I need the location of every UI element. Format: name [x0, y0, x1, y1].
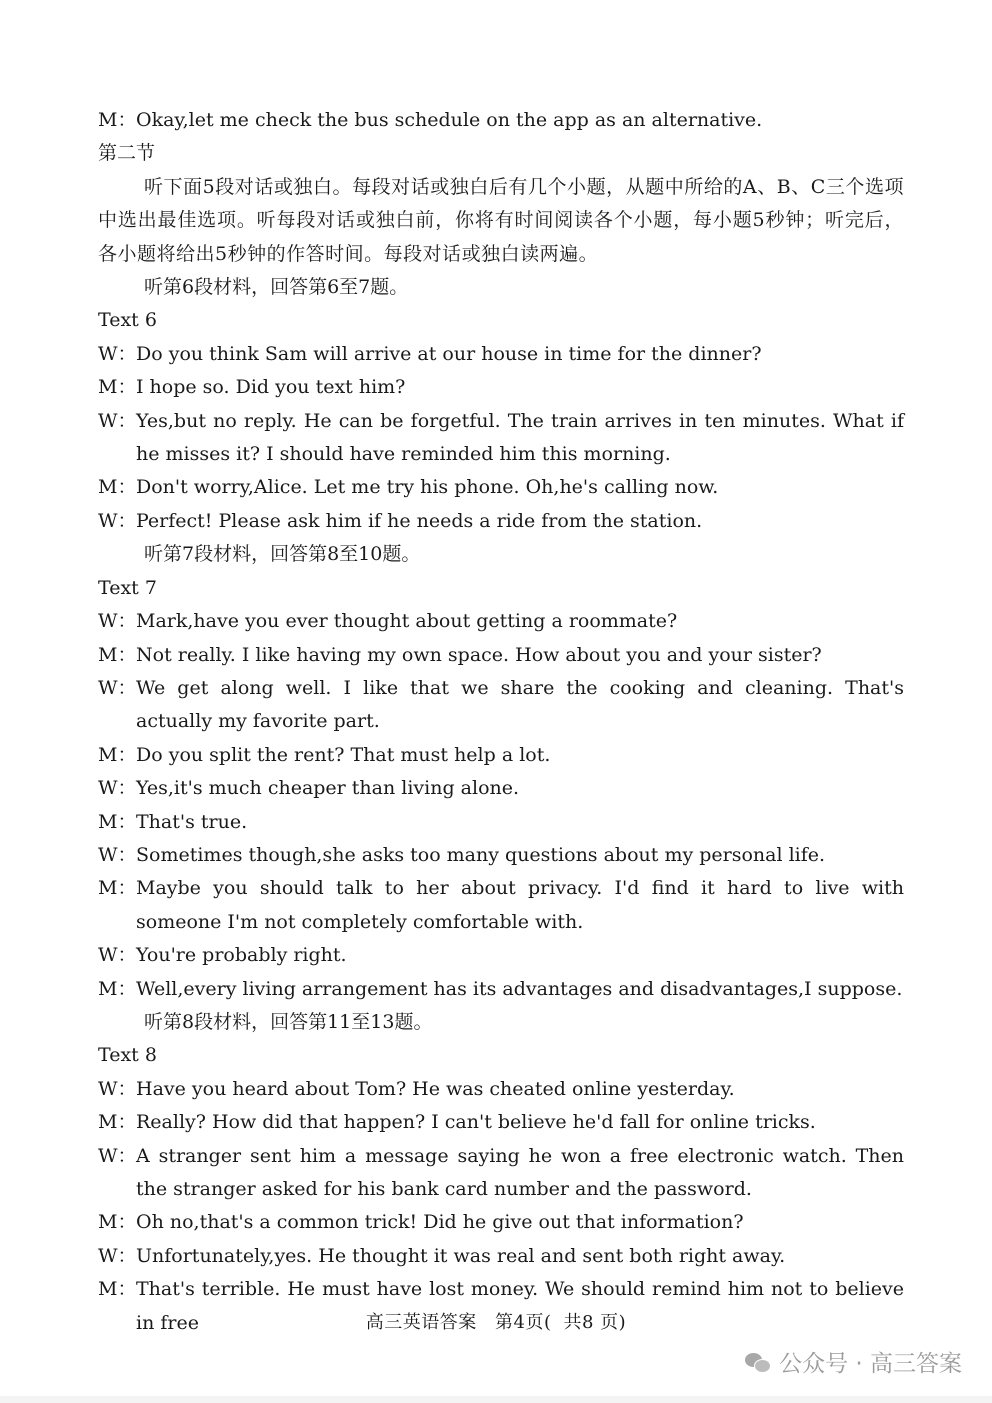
dialogue-line — [98, 672, 904, 739]
utterance: Sometimes though,she asks too many questions about my personal life. — [136, 843, 826, 866]
speaker-label: W： — [98, 1144, 137, 1167]
utterance: Mark,have you ever thought about getting a roommate? — [136, 610, 678, 633]
dialogue-line — [98, 605, 904, 638]
text7-title: Text 7 — [98, 576, 157, 599]
utterance: Yes,but no reply. He can be forgetful. The train arrives in ten minutes. What if he misses it? I should have reminded him this morning. — [136, 409, 904, 466]
dialogue-line — [98, 1106, 904, 1139]
watermark-text: 公众号 · 高三答案 — [779, 1351, 962, 1377]
utterance: You're probably right. — [136, 944, 347, 967]
dialogue-line — [98, 1073, 904, 1106]
speaker-label: M： — [98, 476, 137, 499]
speaker-label: W： — [98, 843, 137, 866]
speaker-label: W： — [98, 610, 137, 633]
dialogue-line — [98, 806, 904, 839]
bottom-edge — [0, 1396, 992, 1403]
utterance: That's terrible. He must have lost money. We should remind him not to believe in free — [136, 1278, 904, 1334]
speaker-label: M： — [98, 743, 137, 766]
utterance: Perfect! Please ask him if he needs a ride from the station. — [136, 509, 703, 532]
speaker-label: M： — [98, 810, 137, 833]
utterance: Maybe you should talk to her about privacy. I'd find it hard to live with someone I'm not completely comfortable with. — [136, 877, 904, 933]
utterance: Do you think Sam will arrive at our house in time for the dinner? — [136, 342, 762, 365]
dialogue-line — [98, 1206, 904, 1239]
dialogue-line — [98, 371, 904, 404]
dialogue-line — [98, 338, 904, 371]
utterance: Not really. I like having my own space. How about you and your sister? — [136, 643, 822, 666]
footer-title: 高三英语答案 — [365, 1312, 477, 1333]
utterance: Okay,let me check the bus schedule on the app as an alternative. — [136, 109, 763, 131]
dialogue-line — [98, 471, 904, 504]
speaker-label: W： — [98, 777, 137, 800]
speaker-label: M： — [98, 977, 137, 1000]
footer-total-pages: 共8 页) — [563, 1312, 627, 1333]
dialogue-line — [98, 839, 904, 872]
speaker-label: M： — [98, 877, 137, 900]
text8-instruction: 听第8段材料，回答第11至13题。 — [144, 1010, 433, 1033]
text7-instruction: 听第7段材料，回答第8至10题。 — [144, 543, 421, 566]
speaker-label: M： — [98, 1111, 137, 1134]
text8-title: Text 8 — [98, 1044, 157, 1067]
speaker-label: M： — [98, 376, 137, 399]
speaker-label: W： — [98, 1077, 137, 1100]
page-content — [98, 104, 904, 1340]
utterance: That's true. — [136, 810, 248, 833]
speaker-label: W： — [98, 509, 137, 532]
dialogue-line — [98, 772, 904, 805]
utterance: We get along well. I like that we share the cooking and cleaning. That's actually my favorite part. — [136, 676, 904, 733]
speaker-label: W： — [98, 409, 137, 432]
speaker-label: W： — [98, 676, 137, 699]
utterance: Really? How did that happen? I can't believe he'd fall for online tricks. — [136, 1111, 816, 1134]
utterance: Unfortunately,yes. He thought it was real and sent both right away. — [136, 1244, 786, 1267]
speaker-label: W： — [98, 1244, 137, 1267]
utterance: Don't worry,Alice. Let me try his phone. Oh,he's calling now. — [136, 476, 719, 499]
utterance: Well,every living arrangement has its advantages and disadvantages,I suppose. — [136, 977, 903, 1000]
wechat-icon — [745, 1351, 771, 1373]
dialogue-line — [98, 1240, 904, 1273]
dialogue-line — [98, 639, 904, 672]
speaker-label: W： — [98, 944, 137, 967]
utterance: Yes,it's much cheaper than living alone. — [136, 777, 520, 800]
dialogue-line — [98, 1140, 904, 1207]
footer-page-number: 第4页( — [495, 1312, 552, 1333]
dialogue-line — [98, 405, 904, 472]
section-heading: 第二节 — [98, 142, 156, 165]
speaker-label: M： — [98, 1211, 137, 1234]
dialogue-line — [98, 939, 904, 972]
instructions-paragraph: 听下面5段对话或独白。每段对话或独白后有几个小题，从题中所给的A、B、C三个选项中选出最佳选项。听每段对话或独白前，你将有时间阅读各个小题，每小题5秒钟；听完后，各小题将给出5秒钟的作答时间。每段对话或独白读两遍。 — [98, 175, 904, 265]
watermark — [745, 1345, 962, 1378]
dialogue-line — [98, 872, 904, 939]
speaker-label: M： — [98, 643, 137, 666]
speaker-label: M： — [98, 1278, 137, 1301]
dialogue-line — [98, 104, 904, 137]
text6-instruction: 听第6段材料，回答第6至7题。 — [144, 276, 409, 299]
speaker-label: M： — [98, 109, 137, 131]
dialogue-line — [98, 505, 904, 538]
dialogue-line — [98, 739, 904, 772]
utterance: A stranger sent him a message saying he won a free electronic watch. Then the stranger asked for his bank card number and the password. — [136, 1144, 904, 1200]
utterance: Oh no,that's a common trick! Did he give out that information? — [136, 1211, 744, 1234]
utterance: I hope so. Did you text him? — [136, 376, 406, 399]
speaker-label: W： — [98, 342, 137, 365]
text6-title: Text 6 — [98, 309, 157, 332]
utterance: Do you split the rent? That must help a lot. — [136, 743, 551, 766]
page-footer — [0, 1308, 992, 1334]
utterance: Have you heard about Tom? He was cheated online yesterday. — [136, 1077, 735, 1100]
dialogue-line — [98, 973, 904, 1006]
